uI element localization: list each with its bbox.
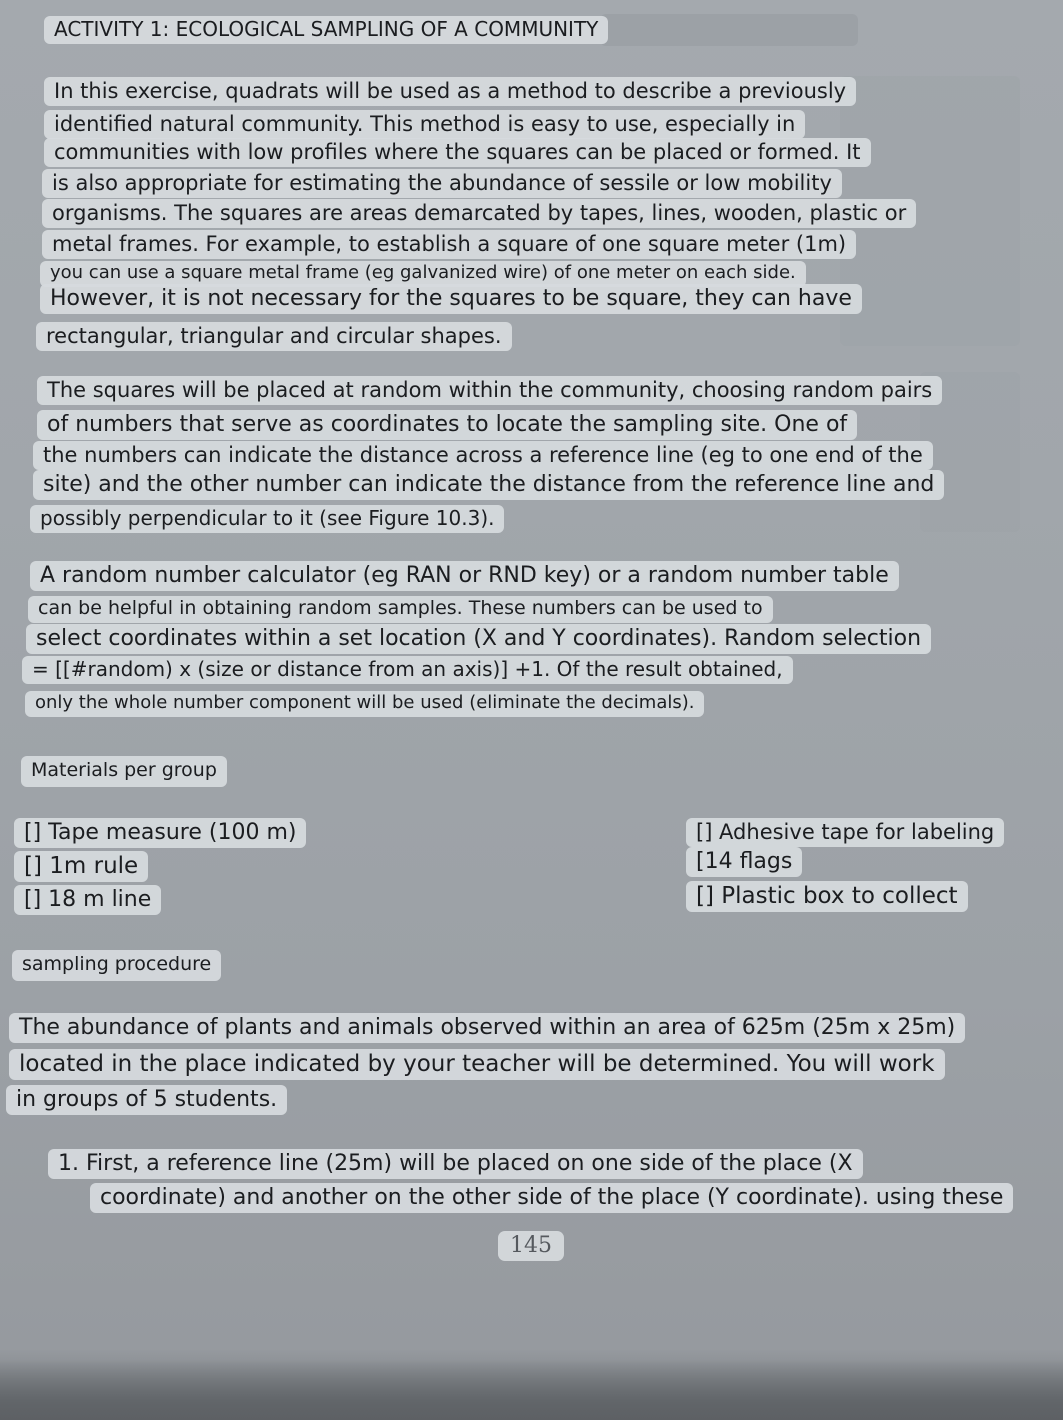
paragraph3-line: = [[#random) x (size or distance from an axis)] +1. Of the result obtained, bbox=[22, 656, 793, 684]
page-number: 145 bbox=[498, 1231, 564, 1261]
materials-item: [] Adhesive tape for labeling bbox=[686, 818, 1004, 847]
paragraph4-line: located in the place indicated by your teacher will be determined. You will work bbox=[9, 1049, 945, 1080]
materials-item: [14 flags bbox=[686, 847, 802, 877]
paragraph1-line: In this exercise, quadrats will be used as a method to describe a previously bbox=[44, 77, 856, 106]
paragraph2-line: possibly perpendicular to it (see Figure 10.3). bbox=[30, 505, 504, 533]
paragraph1-line: However, it is not necessary for the squares to be square, they can have bbox=[40, 284, 862, 314]
background-shadow bbox=[600, 14, 858, 46]
materials-item: [] 1m rule bbox=[14, 851, 148, 882]
activity-title: ACTIVITY 1: ECOLOGICAL SAMPLING OF A COMMUNITY bbox=[44, 16, 608, 44]
paragraph3-line: A random number calculator (eg RAN or RND key) or a random number table bbox=[30, 561, 899, 591]
paragraph2-line: site) and the other number can indicate the distance from the reference line and bbox=[33, 470, 944, 500]
materials-item: [] 18 m line bbox=[14, 885, 161, 915]
step-line: 1. First, a reference line (25m) will be placed on one side of the place (X bbox=[48, 1149, 863, 1179]
materials-item: [] Plastic box to collect bbox=[686, 881, 968, 912]
materials-heading: Materials per group bbox=[21, 756, 227, 787]
materials-item: [] Tape measure (100 m) bbox=[14, 818, 306, 848]
paragraph2-line: of numbers that serve as coordinates to locate the sampling site. One of bbox=[37, 410, 857, 440]
paragraph4-line: in groups of 5 students. bbox=[6, 1085, 287, 1115]
paragraph3-line: only the whole number component will be used (eliminate the decimals). bbox=[25, 691, 704, 717]
paragraph3-line: can be helpful in obtaining random samples. These numbers can be used to bbox=[28, 596, 773, 623]
paragraph3-line: select coordinates within a set location (X and Y coordinates). Random selection bbox=[26, 624, 931, 654]
paragraph2-line: the numbers can indicate the distance across a reference line (eg to one end of the bbox=[33, 441, 933, 470]
paragraph2-line: The squares will be placed at random within the community, choosing random pairs bbox=[37, 376, 942, 405]
paragraph1-line: identified natural community. This method is easy to use, especially in bbox=[44, 110, 805, 139]
paragraph1-line: communities with low profiles where the squares can be placed or formed. It bbox=[44, 138, 871, 167]
paragraph1-line: organisms. The squares are areas demarcated by tapes, lines, wooden, plastic or bbox=[42, 199, 916, 228]
step-line: coordinate) and another on the other side of the place (Y coordinate). using these bbox=[90, 1183, 1013, 1213]
paragraph1-line: metal frames. For example, to establish a square of one square meter (1m) bbox=[42, 230, 856, 259]
paragraph1-line: rectangular, triangular and circular shapes. bbox=[36, 322, 512, 351]
procedure-heading: sampling procedure bbox=[12, 950, 221, 981]
paragraph1-line: is also appropriate for estimating the abundance of sessile or low mobility bbox=[42, 169, 842, 198]
paragraph4-line: The abundance of plants and animals observed within an area of 625m (25m x 25m) bbox=[9, 1013, 965, 1043]
paragraph1-line: you can use a square metal frame (eg galvanized wire) of one meter on each side. bbox=[40, 261, 806, 287]
page-edge-shadow bbox=[0, 1360, 1063, 1420]
